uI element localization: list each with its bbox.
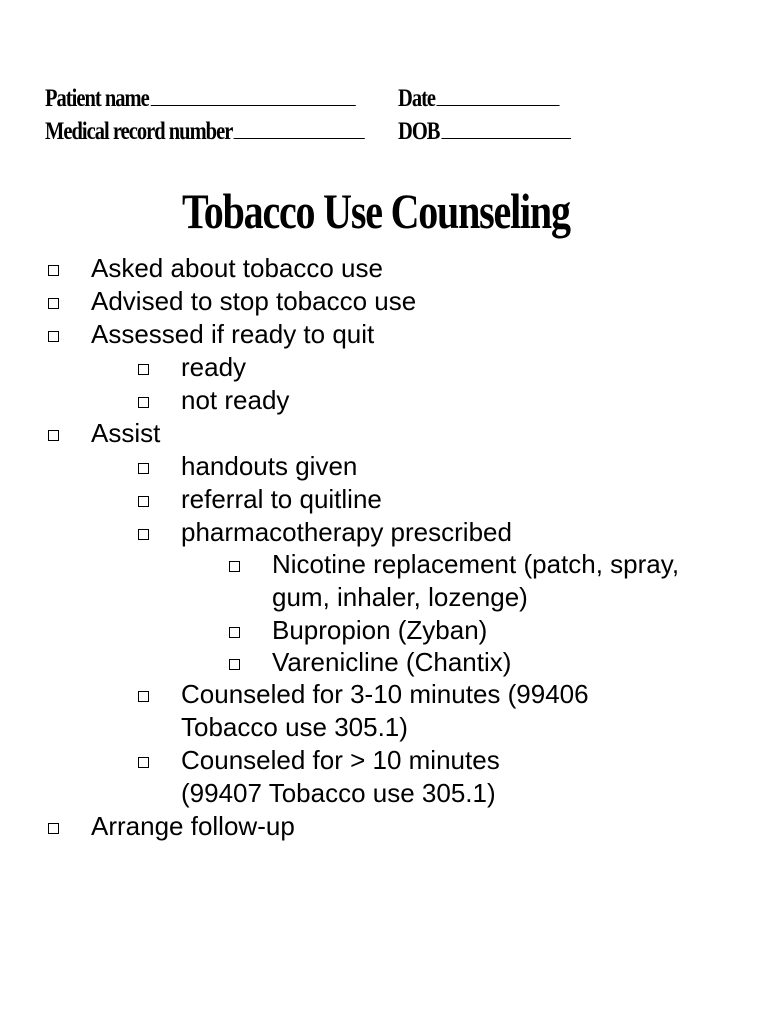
checkbox-referral[interactable]	[138, 496, 149, 507]
patient-name-line[interactable]	[150, 104, 355, 106]
item-asked-label: Asked about tobacco use	[91, 253, 383, 283]
dob-field[interactable]	[398, 119, 571, 144]
item-assessed-label: Assessed if ready to quit	[91, 319, 375, 349]
medical-record-number-label: Medical record number	[45, 118, 233, 145]
checkbox-bupropion[interactable]	[229, 627, 240, 638]
checkbox-counseled-short[interactable]	[138, 691, 149, 702]
dob-label: DOB	[398, 118, 440, 145]
checkbox-pharmacotherapy[interactable]	[138, 529, 149, 540]
item-advised-label: Advised to stop tobacco use	[91, 286, 417, 316]
item-pharmacotherapy-label: pharmacotherapy prescribed	[181, 517, 512, 547]
checkbox-assist[interactable]	[48, 430, 59, 441]
checkbox-ready[interactable]	[138, 364, 149, 375]
checkbox-arrange[interactable]	[48, 823, 59, 834]
item-varenicline-label: Varenicline (Chantix)	[272, 647, 512, 677]
checkbox-asked[interactable]	[48, 265, 59, 276]
item-bupropion-label: Bupropion (Zyban)	[272, 615, 488, 645]
item-counseled-short-label: Counseled for 3-10 minutes (99406	[181, 679, 589, 709]
dob-line[interactable]	[441, 137, 571, 139]
page-title: Tobacco Use Counseling	[182, 183, 570, 239]
patient-name-field[interactable]	[45, 86, 355, 111]
checkbox-not-ready[interactable]	[138, 397, 149, 408]
checkbox-advised[interactable]	[48, 298, 59, 309]
item-counseled-short-label-cont: Tobacco use 305.1)	[181, 712, 408, 742]
checkbox-assessed[interactable]	[48, 331, 59, 342]
item-not-ready-label: not ready	[181, 385, 290, 415]
item-nicotine-label-cont: gum, inhaler, lozenge)	[272, 582, 528, 612]
medical-record-number-field[interactable]	[45, 119, 365, 144]
medical-record-number-line[interactable]	[234, 137, 365, 139]
checkbox-varenicline[interactable]	[229, 659, 240, 670]
date-field[interactable]	[398, 86, 560, 111]
item-arrange-label: Arrange follow-up	[91, 811, 295, 841]
item-assist-label: Assist	[91, 418, 161, 448]
checkbox-handouts[interactable]	[138, 463, 149, 474]
item-nicotine-label: Nicotine replacement (patch, spray,	[272, 549, 680, 579]
item-ready-label: ready	[181, 352, 247, 382]
patient-name-label: Patient name	[45, 85, 149, 112]
date-label: Date	[398, 85, 436, 112]
checkbox-counseled-long[interactable]	[138, 757, 149, 768]
item-handouts-label: handouts given	[181, 451, 358, 481]
item-counseled-long-label-cont: (99407 Tobacco use 305.1)	[181, 778, 496, 808]
checkbox-nicotine[interactable]	[229, 561, 240, 572]
date-line[interactable]	[437, 104, 560, 106]
item-counseled-long-label: Counseled for > 10 minutes	[181, 745, 500, 775]
item-referral-label: referral to quitline	[181, 484, 382, 514]
